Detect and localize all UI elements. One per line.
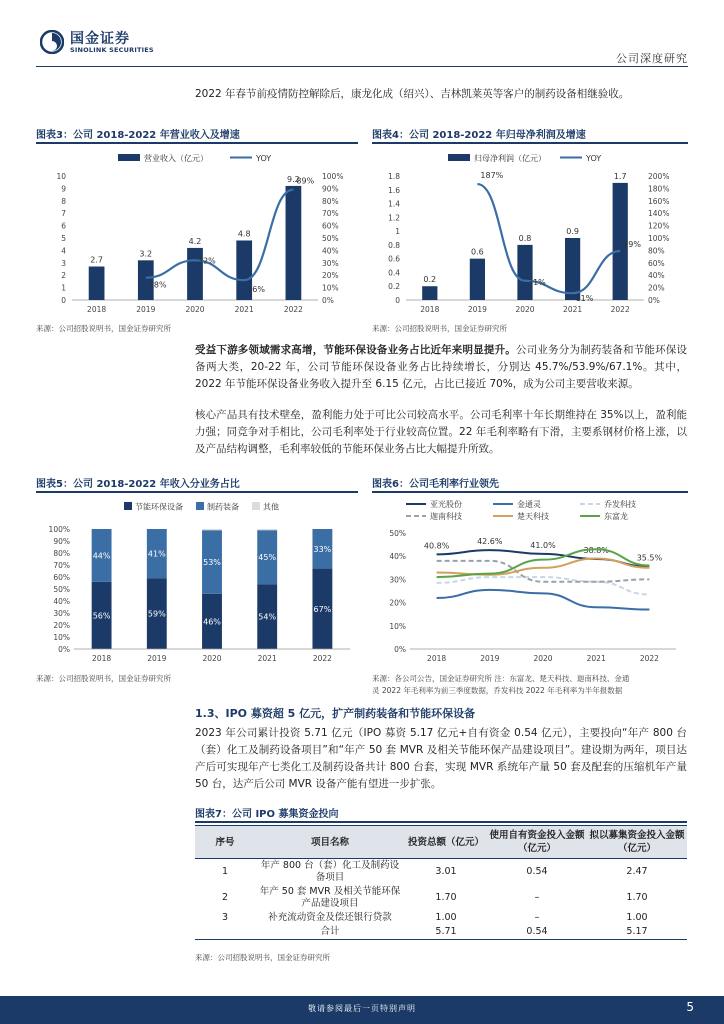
y2-tick-label: 20% (648, 283, 665, 293)
y2-tick-label: 30% (322, 258, 339, 268)
legend-label: 东富龙 (604, 512, 628, 521)
table-header-cell: 使用自有资金投入金额（亿元） (487, 826, 587, 859)
x-tick-label: 2022 (639, 654, 659, 663)
yoy-line (477, 184, 620, 293)
y2-tick-label: 40% (648, 271, 665, 281)
x-tick-label: 2020 (515, 305, 535, 314)
y-tick-label: 0% (394, 645, 406, 654)
legend-label-bar: 归母净利润（亿元） (474, 154, 546, 163)
fig7-title-rule (195, 821, 687, 823)
chart-fig6-svg (372, 495, 688, 667)
footer-disclaimer: 敬请参阅最后一页特别声明 (308, 1004, 416, 1013)
y2-tick-label: 70% (322, 209, 339, 219)
y-tick-label: 50% (389, 529, 406, 538)
business-mix-body: 公司业务分为制药装备和节能环保设备两大类，20-22 年，公司节能环保设备业务占比持续增长，分别达 45.7%/53.9%/67.1%。其中，2022 年节能环保设备业务收入提升至 6.15 亿元，占比已接近 70%，成为公司主要营收来源。 (195, 344, 687, 390)
y-tick-label: 0% (58, 645, 70, 654)
x-tick-label: 2022 (610, 305, 630, 314)
segment-value-label: 67% (313, 604, 332, 614)
legend-swatch-pharma (196, 502, 204, 510)
line-value-label: 40.8% (423, 541, 450, 551)
legend-label-bar: 营业收入（亿元） (144, 154, 208, 163)
y-tick-label: 0.8 (388, 240, 400, 250)
y2-tick-label: 100% (322, 172, 344, 181)
table-row (195, 859, 687, 886)
x-tick-label: 2020 (185, 305, 205, 314)
y-tick-label: 0 (395, 296, 400, 305)
table-cell: 1 (221, 866, 229, 877)
y-tick-label: 0.2 (388, 282, 400, 292)
table-cell: 1.00 (626, 912, 648, 923)
y2-tick-label: 20% (322, 271, 339, 281)
line-value-label: 38.8% (583, 545, 609, 555)
ipo-paragraph: 2023 年公司累计投资 5.71 亿元（IPO 募资 5.17 亿元+自有资金 0.54 亿元），主要投向“年产 800 台（套）化工及制药设备项目”和“年产 50 套 MVR 及相关节能环保产品建设项目”。建设期为两年，项目达产后可实现年产七类化工及制药设备共计 800 台套，实现 MVR 系统年产量 50 套及配套的压缩机年产量 50 台，达产后公司 MVR 设备产能有望进一步扩张。 (195, 727, 687, 790)
segment-value-label: 46% (203, 617, 221, 627)
bar (470, 259, 485, 300)
segment-value-label: 54% (258, 612, 277, 622)
yoy-value-label: 11% (575, 294, 594, 304)
table-cell: 3 (221, 912, 229, 923)
segment-value-label: 53% (203, 558, 221, 567)
fig5-title-rule (36, 491, 358, 493)
y-tick-label: 10% (389, 621, 406, 631)
y2-tick-label: 140% (648, 209, 670, 219)
bar (517, 245, 532, 300)
y2-tick-label: 80% (322, 196, 339, 206)
table-cell: 补充流动资金及偿还银行贷款 (268, 912, 392, 923)
fig3-title-rule (36, 142, 358, 144)
legend-swatch-other (252, 502, 260, 510)
fig3-title: 图表3：公司 2018-2022 年营业收入及增速 (36, 130, 240, 141)
y2-tick-label: 60% (648, 258, 665, 268)
bar-value-label: 3.2 (139, 249, 153, 259)
yoy-value-label: 16% (247, 285, 265, 295)
fig3-source: 来源：公司招股说明书，国金证券研究所 (36, 324, 171, 333)
x-tick-label: 2019 (467, 305, 487, 314)
legend-swatch-bar (448, 154, 470, 161)
legend-swatch-energy (124, 502, 132, 510)
fig6-source-line2: 灵 2022 年毛利率为前三季度数据，乔发科技 2022 年毛利率为半年报数据 (372, 686, 623, 695)
header-divider (36, 66, 688, 67)
table-cell (195, 925, 255, 940)
legend-label-yoy: YOY (256, 154, 272, 163)
bar (286, 186, 302, 300)
y-tick-label: 1.4 (388, 199, 400, 209)
business-mix-lead: 受益下游多领域需求高增，节能环保设备业务占比近年来明显提升。 (195, 344, 516, 356)
segment-value-label: 33% (313, 544, 332, 554)
bar (422, 286, 437, 300)
bar-value-label: 4.8 (237, 229, 251, 239)
legend-label: 楚天科技 (517, 512, 549, 521)
x-tick-label: 2018 (427, 654, 447, 663)
legend-label: 迦南科技 (430, 512, 462, 521)
legend-label: 其他 (263, 502, 279, 512)
segment-value-label: 56% (92, 611, 111, 621)
bar-value-label: 0.2 (423, 275, 437, 285)
fig6-source-line1: 来源：各公司公告，国金证券研究所 注：东富龙、楚天科技、迦南科技、金通 (372, 674, 630, 683)
x-tick-label: 2018 (420, 305, 440, 314)
segment-value-label: 45% (258, 553, 277, 563)
x-tick-label: 2019 (480, 654, 500, 663)
y2-tick-label: 10% (322, 283, 339, 293)
table-cell: – (534, 892, 540, 903)
bar (565, 238, 580, 300)
logo-text-cn: 国金证券 (70, 31, 130, 47)
y-tick-label: 40% (389, 552, 406, 562)
page-number: 5 (686, 1000, 694, 1014)
table-cell: 3.01 (435, 866, 457, 877)
table-cell: 2 (221, 892, 229, 903)
y2-tick-label: 60% (322, 221, 339, 231)
table-header-cell: 拟以募集资金投入金额（亿元） (587, 826, 687, 859)
table-cell: – (534, 912, 540, 923)
chart-fig3-svg (36, 146, 358, 318)
y-tick-label: 0 (61, 296, 66, 305)
y2-tick-label: 40% (322, 246, 339, 256)
x-tick-label: 2022 (312, 654, 332, 663)
y-tick-label: 1 (61, 283, 66, 293)
y-tick-label: 5 (61, 234, 66, 243)
y-tick-label: 80% (53, 549, 70, 558)
table-cell: 年产 50 套 MVR 及相关节能环保产品建设项目 (259, 886, 401, 909)
legend-swatch-bar (118, 154, 140, 161)
bar-value-label: 0.8 (518, 233, 532, 243)
table-cell: 0.54 (526, 866, 548, 877)
fig5-chart (36, 495, 358, 667)
y-tick-label: 10 (56, 172, 66, 181)
margin-paragraph: 核心产品具有技术壁垒，盈利能力处于可比公司较高水平。公司毛利率十年长期维持在 35%以上，盈利能力强；同竞争对手相比，公司毛利率处于行业较高位置。22 年毛利率略有下滑，主要系钢材价格上涨，以及产品结构调整，毛利率较低的节能环保业务占比大幅提升所致。 (195, 409, 687, 455)
y2-tick-label: 200% (648, 172, 670, 181)
bar-value-label: 9.2 (287, 174, 300, 184)
table-cell: 1.00 (435, 912, 457, 923)
y-tick-label: 50% (53, 585, 70, 594)
yoy-value-label: 31% (528, 277, 546, 287)
fig7-title: 图表7：公司 IPO 募集资金投向 (195, 809, 339, 820)
sinolink-logo-icon (40, 30, 64, 54)
fig3-chart (36, 146, 358, 318)
yoy-value-label: 187% (480, 171, 504, 181)
bar-value-label: 0.9 (566, 227, 579, 236)
table-header-cell: 序号 (195, 826, 255, 859)
business-mix-paragraph (195, 342, 687, 393)
y-tick-label: 20% (389, 598, 406, 608)
x-tick-label: 2018 (92, 654, 112, 663)
intro-paragraph: 2022 年春节前疫情防控解除后，康龙化成（绍兴）、吉林凯莱英等客户的制药设备相继验收。 (195, 88, 630, 100)
line-value-label: 41.0% (530, 540, 556, 550)
y-tick-label: 0.4 (388, 268, 400, 278)
y-tick-label: 30% (53, 609, 70, 618)
x-tick-label: 2019 (136, 305, 156, 314)
y-tick-label: 1.8 (388, 172, 400, 181)
table-cell: 年产 800 台（套）化工及制药设备项目 (260, 860, 400, 883)
legend-label: 亚光股份 (430, 500, 462, 509)
y2-tick-label: 120% (648, 221, 670, 231)
series-line (437, 559, 650, 575)
fig6-title: 图表6：公司毛利率行业领先 (372, 479, 499, 490)
x-tick-label: 2021 (586, 654, 606, 663)
yoy-value-label: 79% (623, 240, 641, 250)
chart-fig4-svg (372, 146, 688, 318)
bar (89, 267, 105, 300)
segment-value-label: 44% (92, 551, 111, 561)
y-tick-label: 100% (48, 525, 70, 534)
fig6-title-rule (372, 491, 688, 493)
y2-tick-label: 100% (648, 234, 670, 243)
x-tick-label: 2021 (257, 654, 277, 663)
y-tick-label: 6 (61, 221, 66, 231)
table-cell: 5.17 (587, 925, 687, 940)
x-tick-label: 2021 (563, 305, 583, 314)
fig4-source: 来源：公司招股说明书，国金证券研究所 (372, 324, 507, 333)
series-line (437, 550, 650, 566)
section-title-ipo: 1.3、IPO 募资超 5 亿元，扩产制药装备和节能环保设备 (195, 707, 476, 720)
y-tick-label: 90% (53, 537, 70, 546)
legend-label: 金通灵 (517, 500, 541, 509)
segment-value-label: 41% (147, 549, 166, 559)
y-tick-label: 7 (61, 209, 66, 219)
table-cell: 1.70 (626, 892, 648, 903)
y-tick-label: 2 (61, 271, 66, 281)
yoy-value-label: 89% (296, 176, 315, 186)
y2-tick-label: 90% (322, 184, 339, 194)
y2-tick-label: 160% (648, 196, 670, 206)
table-cell: 0.54 (487, 925, 587, 940)
y-tick-label: 1.2 (388, 213, 400, 223)
fig5-title: 图表5：公司 2018-2022 年收入分业务占比 (36, 479, 240, 490)
stacked-bar-segment (202, 529, 222, 530)
y-tick-label: 0.6 (388, 254, 400, 264)
line-value-label: 35.5% (636, 553, 663, 563)
table-header-row (195, 826, 687, 859)
yoy-line (146, 190, 294, 281)
fig4-title-rule (372, 142, 688, 144)
y2-tick-label: 80% (648, 246, 665, 256)
table-header-cell: 项目名称 (255, 826, 405, 859)
y-tick-label: 3 (61, 258, 66, 268)
x-tick-label: 2019 (147, 654, 167, 663)
line-value-label: 42.6% (477, 537, 503, 547)
table-row (195, 885, 687, 911)
legend-label-yoy: YOY (586, 154, 602, 163)
table-cell: 5.71 (405, 925, 487, 940)
fig7-source: 来源：公司招股说明书，国金证券研究所 (195, 953, 330, 962)
fig5-source: 来源：公司招股说明书，国金证券研究所 (36, 674, 171, 683)
fig6-chart (372, 495, 688, 667)
x-tick-label: 2022 (283, 305, 303, 314)
y-tick-label: 20% (53, 621, 70, 630)
yoy-value-label: 32% (198, 256, 216, 266)
fig4-title: 图表4：公司 2018-2022 年归母净利润及增速 (372, 130, 586, 141)
table-row-total (195, 925, 687, 940)
y2-tick-label: 50% (322, 234, 339, 243)
segment-value-label: 59% (147, 609, 166, 619)
table-row (195, 911, 687, 925)
series-line (437, 590, 650, 610)
legend-label: 乔发科技 (604, 500, 636, 509)
table-cell: 2.47 (626, 866, 648, 877)
legend-label: 制药装备 (207, 502, 239, 512)
page-header (0, 0, 724, 70)
bar-value-label: 1.7 (613, 171, 627, 181)
y2-tick-label: 0% (648, 296, 660, 305)
y-tick-label: 9 (61, 184, 66, 194)
table-cell: 1.70 (435, 892, 457, 903)
table-cell: 合计 (255, 925, 405, 940)
y-tick-label: 60% (53, 573, 70, 582)
x-tick-label: 2020 (533, 654, 553, 663)
x-tick-label: 2020 (202, 654, 222, 663)
table-header-cell: 投资总额（亿元） (405, 826, 487, 859)
y2-tick-label: 0% (322, 296, 334, 305)
stacked-bar-segment (257, 529, 277, 530)
bar-value-label: 2.7 (90, 255, 103, 265)
y-tick-label: 40% (53, 597, 70, 606)
x-tick-label: 2018 (87, 305, 107, 314)
logo-text-en: SINOLINK SECURITIES (70, 46, 154, 54)
yoy-value-label: 18% (148, 280, 167, 290)
fig4-chart (372, 146, 688, 318)
ipo-allocation-table (195, 825, 687, 940)
y-tick-label: 1 (395, 227, 400, 237)
x-tick-label: 2021 (234, 305, 254, 314)
chart-fig5-svg (36, 495, 358, 667)
y-tick-label: 30% (389, 575, 406, 585)
y2-tick-label: 180% (648, 184, 670, 194)
legend-label: 节能环保设备 (135, 502, 183, 512)
report-type-label: 公司深度研究 (616, 52, 688, 65)
y-tick-label: 10% (53, 633, 70, 642)
y-tick-label: 4 (61, 246, 66, 256)
y-tick-label: 70% (53, 561, 70, 570)
y-tick-label: 1.6 (388, 185, 400, 195)
bar-value-label: 4.2 (188, 236, 202, 246)
bar-value-label: 0.6 (471, 247, 484, 257)
y-tick-label: 8 (61, 196, 66, 206)
